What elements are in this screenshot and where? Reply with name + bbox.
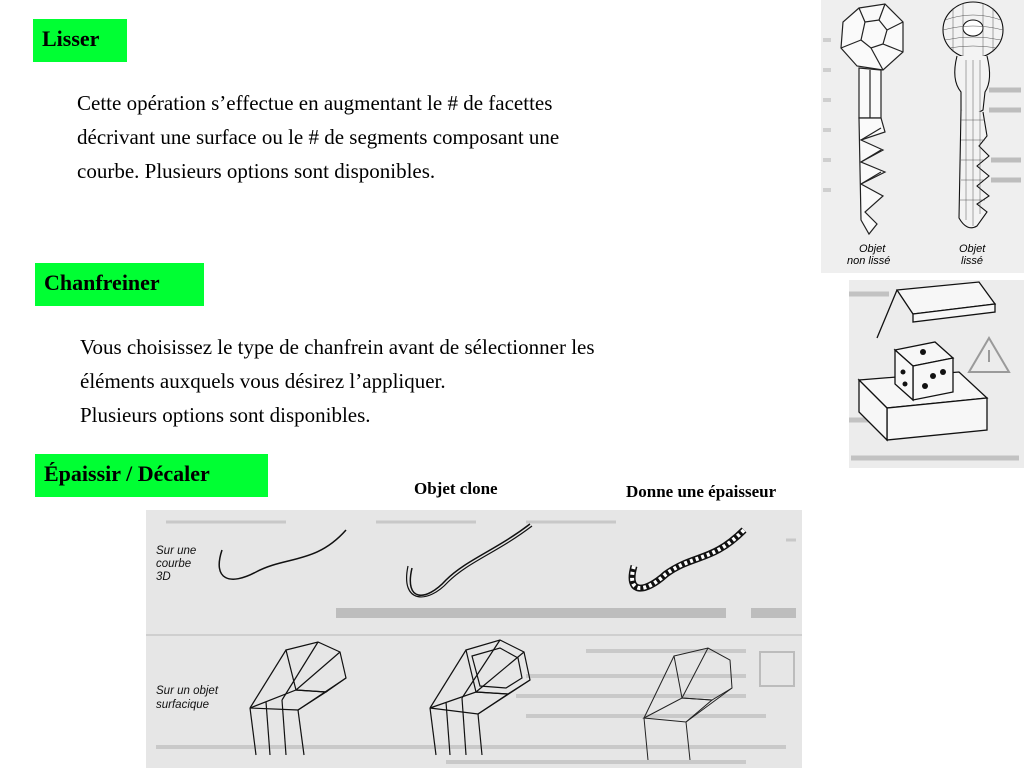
thickness-illustration xyxy=(146,510,802,768)
key-non-smoothed xyxy=(841,4,903,234)
section-title-chanfreiner: Chanfreiner xyxy=(35,263,204,306)
elbow-thick xyxy=(644,648,732,760)
elbow-original xyxy=(250,642,346,755)
elbow-clone xyxy=(430,640,530,755)
label-row1-line1: Sur une xyxy=(156,545,197,557)
section-title-lisser: Lisser xyxy=(33,19,127,62)
lisser-paragraph xyxy=(77,86,559,188)
chanfreiner-line-3: Plusieurs options sont disponibles. xyxy=(80,403,371,427)
lisser-line-3: courbe. Plusieurs options sont disponibles. xyxy=(77,159,436,183)
chamfer-illustration xyxy=(849,280,1024,468)
key-smoothing-illustration xyxy=(821,0,1024,273)
label-row2-line1: Sur un objet xyxy=(156,685,219,697)
label-row1-line2: courbe xyxy=(156,558,192,570)
key-label-lisse-2: lissé xyxy=(961,255,984,267)
section-title-epaissir: Épaissir / Décaler xyxy=(35,454,268,497)
caption-objet-clone: Objet clone xyxy=(414,479,498,498)
lisser-line-1: Cette opération s’effectue en augmentant le # de facettes xyxy=(77,91,553,115)
thickness-drawing xyxy=(146,510,802,768)
label-row1-line3: 3D xyxy=(156,571,171,583)
key-label-nonlisse-2: non lissé xyxy=(847,255,891,267)
key-label-nonlisse-1: Objet xyxy=(859,243,886,255)
chanfreiner-paragraph xyxy=(80,330,595,432)
chanfreiner-line-2: éléments auxquels vous désirez l’appliquer. xyxy=(80,369,446,393)
label-row2-line2: surfacique xyxy=(156,699,210,711)
caption-donne-epaisseur: Donne une épaisseur xyxy=(626,482,777,501)
chamfer-drawing xyxy=(849,280,1024,468)
lisser-line-2: décrivant une surface ou le # de segments composant une xyxy=(77,125,560,149)
key-drawing xyxy=(821,0,1024,273)
key-label-lisse-1: Objet xyxy=(959,243,986,255)
chanfreiner-line-1: Vous choisissez le type de chanfrein avant de sélectionner les xyxy=(80,335,595,359)
